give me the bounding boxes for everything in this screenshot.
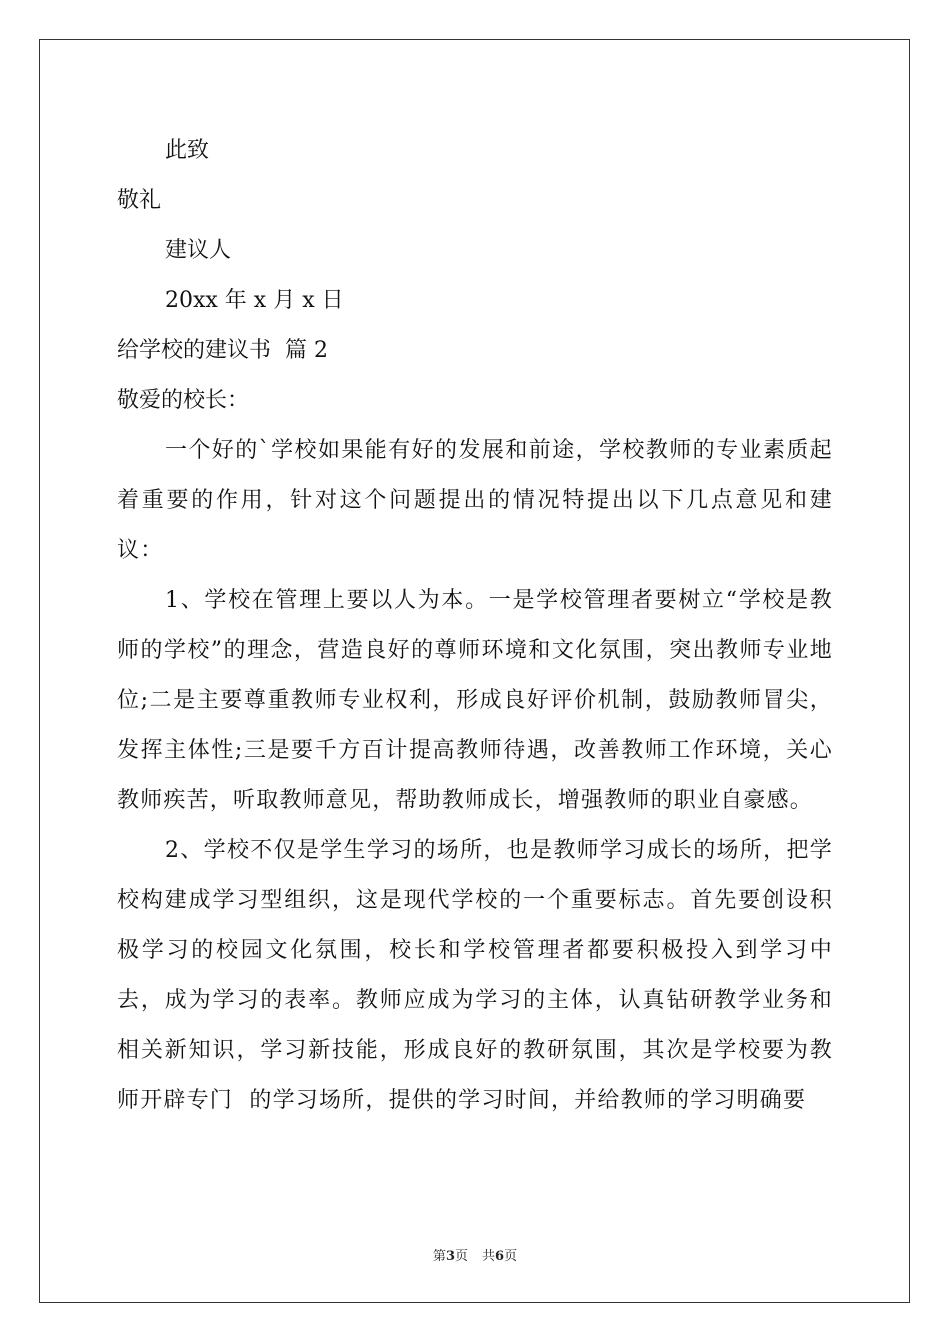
total-pages: 6 — [495, 1249, 505, 1264]
paragraph-point-1: 1、学校在管理上要以人为本。一是学校管理者要树立“学校是教师的学校”的理念，营造良好的尊师环境和文化氛围，突出教师专业地位;二是主要尊重教师专业权利，形成良好评价机制，鼓励教师冒尖，发挥主体性;三是要千方百计提高教师待遇，改善教师工作环境，关心教师疾苦，听取教师意见，帮助教师成长，增强教师的职业自豪感。 — [117, 588, 833, 813]
page-number: 3 — [445, 1249, 455, 1264]
greeting: 敬爱的校长： — [117, 388, 250, 413]
page-footer — [0, 1249, 950, 1265]
page-prefix: 第 — [432, 1249, 446, 1264]
document-body — [117, 126, 833, 1126]
letter-date: 20xx 年 x 月 x 日 — [165, 288, 344, 313]
total-prefix: 共 — [482, 1249, 496, 1264]
total-suffix: 页 — [504, 1249, 518, 1264]
paragraph-intro: 一个好的`学校如果能有好的发展和前途，学校教师的专业素质起着重要的作用，针对这个问题提出的情况特提出以下几点意见和建议： — [117, 438, 833, 563]
section-heading: 给学校的建议书 篇 2 — [117, 338, 328, 363]
paragraph-point-2: 2、学校不仅是学生学习的场所，也是教师学习成长的场所，把学校构建成学习型组织，这是现代学校的一个重要标志。首先要创设积极学习的校园文化氛围，校长和学校管理者都要积极投入到学习中去，成为学习的表率。教师应成为学习的主体，认真钻研教学业务和相关新知识，学习新技能，形成良好的教研氛围，其次是学校要为教师开辟专门 的学习场所，提供的学习时间，并给教师的学习明确要 — [117, 838, 833, 1113]
page-suffix: 页 — [454, 1249, 468, 1264]
closing-salutation-2: 敬礼 — [117, 188, 162, 213]
signer-label: 建议人 — [165, 238, 232, 263]
closing-salutation-1: 此致 — [165, 138, 210, 163]
